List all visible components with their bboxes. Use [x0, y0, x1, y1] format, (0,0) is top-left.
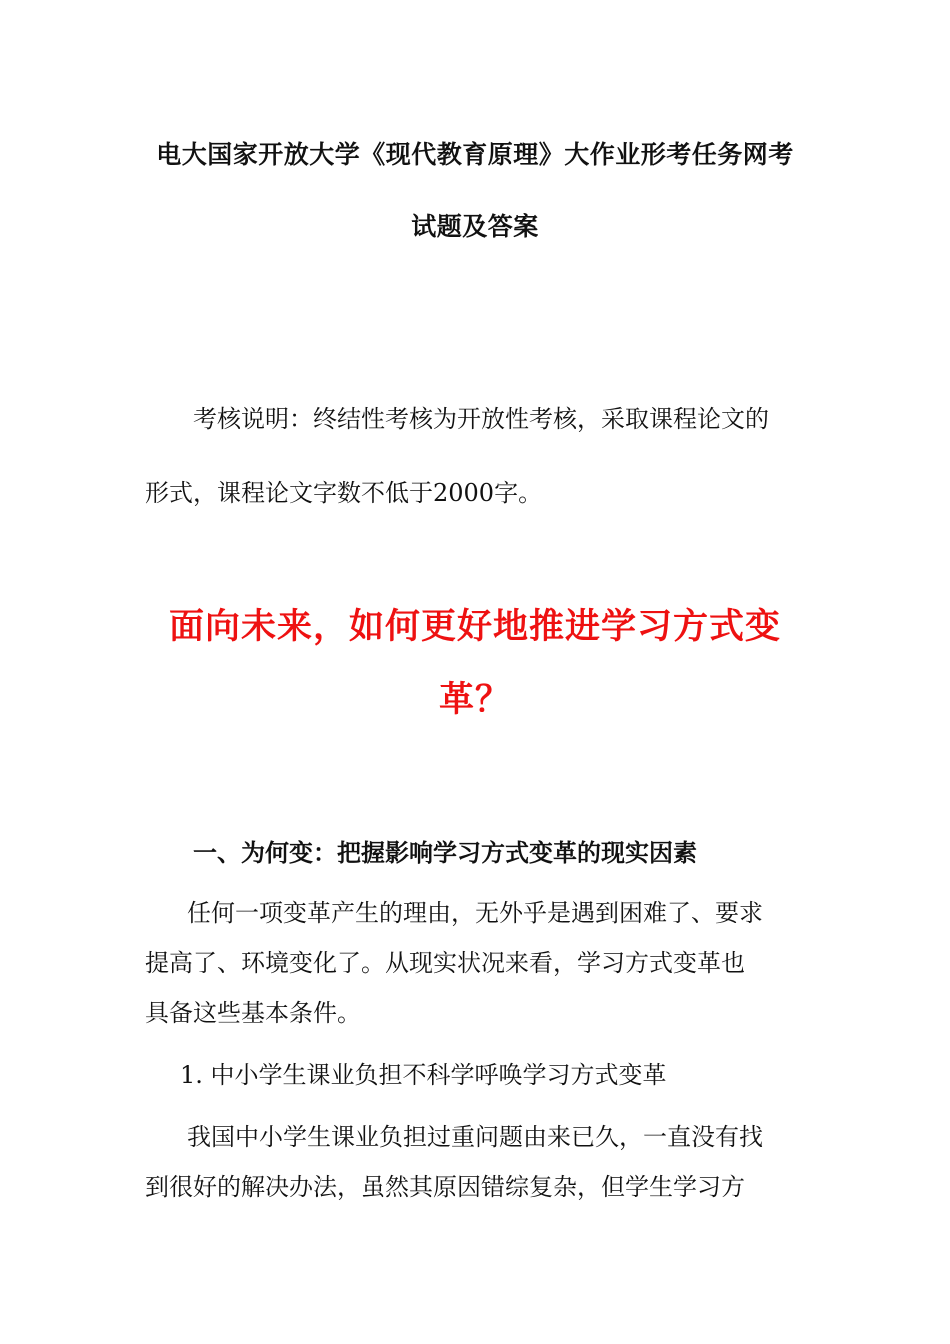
subsection-1-paragraph-line-1: 我国中小学生课业负担过重问题由来已久，一直没有找: [187, 1123, 763, 1151]
document-title-line-2: 试题及答案: [411, 212, 539, 241]
assessment-note-line-2: 形式，课程论文字数不低于2000字。: [145, 479, 543, 507]
essay-title-line-1: 面向未来，如何更好地推进学习方式变: [168, 606, 781, 647]
essay-title-line-2: 革？: [438, 679, 511, 720]
subsection-1-paragraph-line-2: 到很好的解决办法，虽然其原因错综复杂，但学生学习方: [145, 1173, 745, 1201]
assessment-note-line-1: 考核说明：终结性考核为开放性考核，采取课程论文的: [193, 405, 769, 433]
subsection-1-heading: 1. 中小学生课业负担不科学呼唤学习方式变革: [180, 1061, 667, 1089]
section-1-heading: 一、为何变：把握影响学习方式变革的现实因素: [193, 839, 697, 867]
section-1-paragraph-line-3: 具备这些基本条件。: [145, 999, 361, 1027]
section-1-paragraph-line-1: 任何一项变革产生的理由，无外乎是遇到困难了、要求: [187, 899, 763, 927]
section-1-paragraph-line-2: 提高了、环境变化了。从现实状况来看，学习方式变革也: [145, 949, 745, 977]
document-title-line-1: 电大国家开放大学《现代教育原理》大作业形考任务网考: [156, 140, 794, 169]
